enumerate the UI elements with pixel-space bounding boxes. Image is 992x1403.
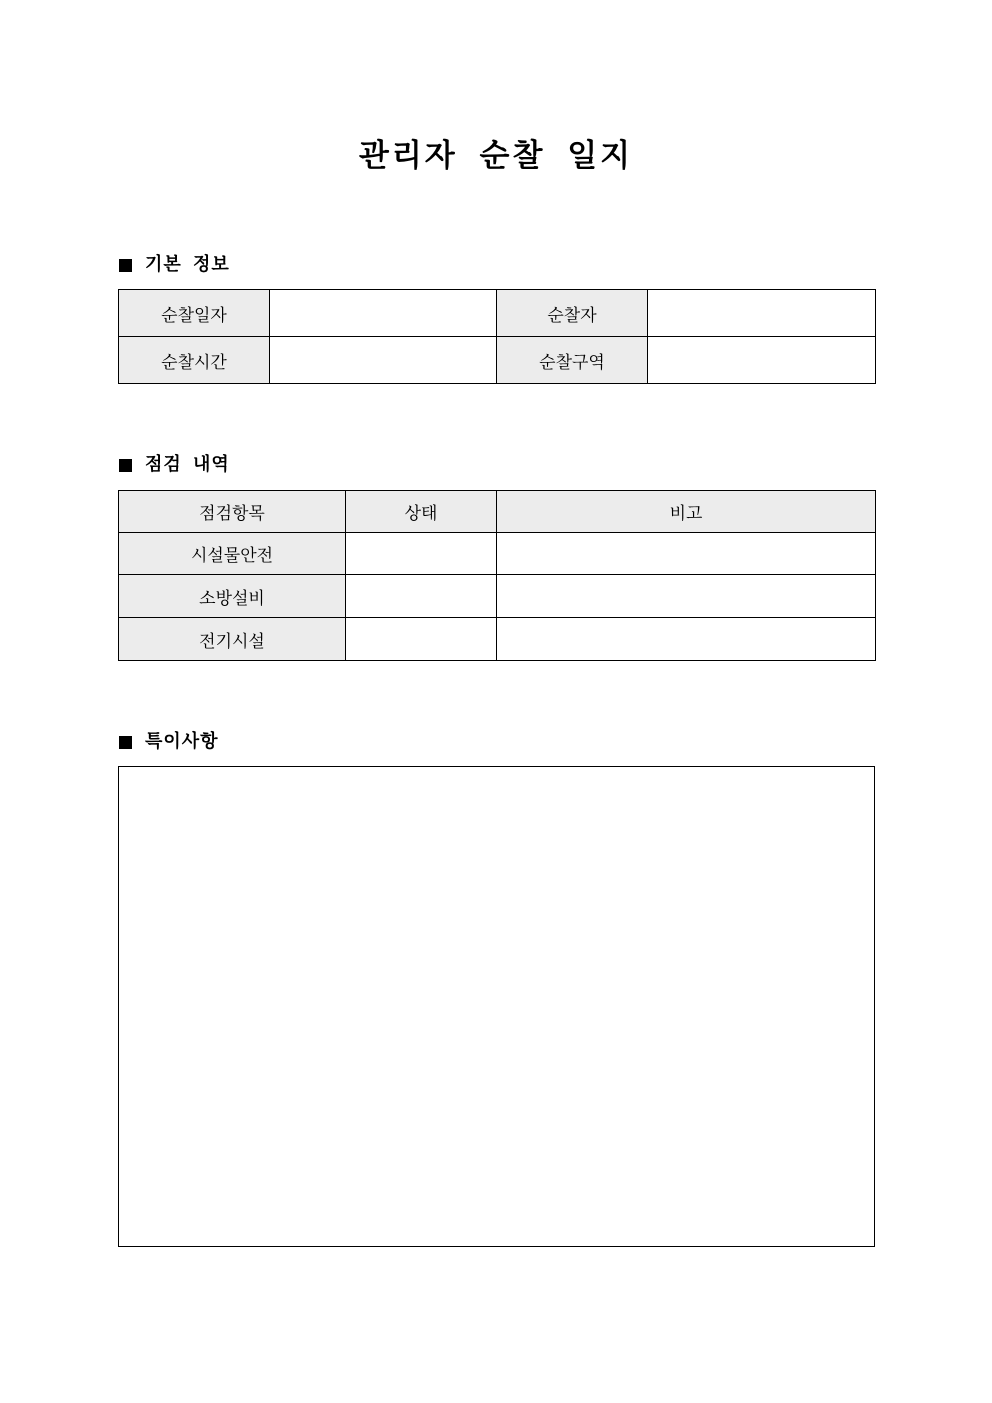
note-field[interactable] bbox=[497, 575, 876, 618]
inspection-table bbox=[118, 490, 876, 661]
patrol-time-label: 순찰시간 bbox=[119, 337, 270, 384]
table-row bbox=[119, 533, 876, 575]
table-row bbox=[119, 618, 876, 661]
patrol-time-field[interactable] bbox=[270, 337, 497, 384]
inspection-item-label: 전기시설 bbox=[119, 618, 346, 661]
square-bullet-icon bbox=[119, 259, 132, 272]
column-header-item: 점검항목 bbox=[119, 491, 346, 533]
section-heading-label: 기본 정보 bbox=[145, 254, 230, 275]
patrol-date-label: 순찰일자 bbox=[119, 290, 270, 337]
column-header-note: 비고 bbox=[497, 491, 876, 533]
table-row bbox=[119, 575, 876, 618]
section-heading-basic bbox=[119, 254, 230, 276]
status-field[interactable] bbox=[346, 618, 497, 661]
patroller-label: 순찰자 bbox=[497, 290, 648, 337]
remarks-field[interactable] bbox=[118, 766, 875, 1247]
inspection-item-label: 소방설비 bbox=[119, 575, 346, 618]
table-header-row bbox=[119, 491, 876, 533]
table-row bbox=[119, 337, 876, 384]
section-heading-label: 점검 내역 bbox=[145, 454, 230, 475]
column-header-status: 상태 bbox=[346, 491, 497, 533]
patrol-area-label: 순찰구역 bbox=[497, 337, 648, 384]
section-heading-label: 특이사항 bbox=[145, 731, 219, 752]
section-heading-remarks bbox=[119, 731, 219, 753]
status-field[interactable] bbox=[346, 533, 497, 575]
square-bullet-icon bbox=[119, 736, 132, 749]
note-field[interactable] bbox=[497, 618, 876, 661]
page-title: 관리자 순찰 일지 bbox=[358, 138, 634, 174]
square-bullet-icon bbox=[119, 459, 132, 472]
section-heading-inspection bbox=[119, 454, 230, 476]
note-field[interactable] bbox=[497, 533, 876, 575]
table-row bbox=[119, 290, 876, 337]
status-field[interactable] bbox=[346, 575, 497, 618]
basic-info-table bbox=[118, 289, 876, 384]
patroller-field[interactable] bbox=[648, 290, 876, 337]
patrol-area-field[interactable] bbox=[648, 337, 876, 384]
inspection-item-label: 시설물안전 bbox=[119, 533, 346, 575]
patrol-date-field[interactable] bbox=[270, 290, 497, 337]
